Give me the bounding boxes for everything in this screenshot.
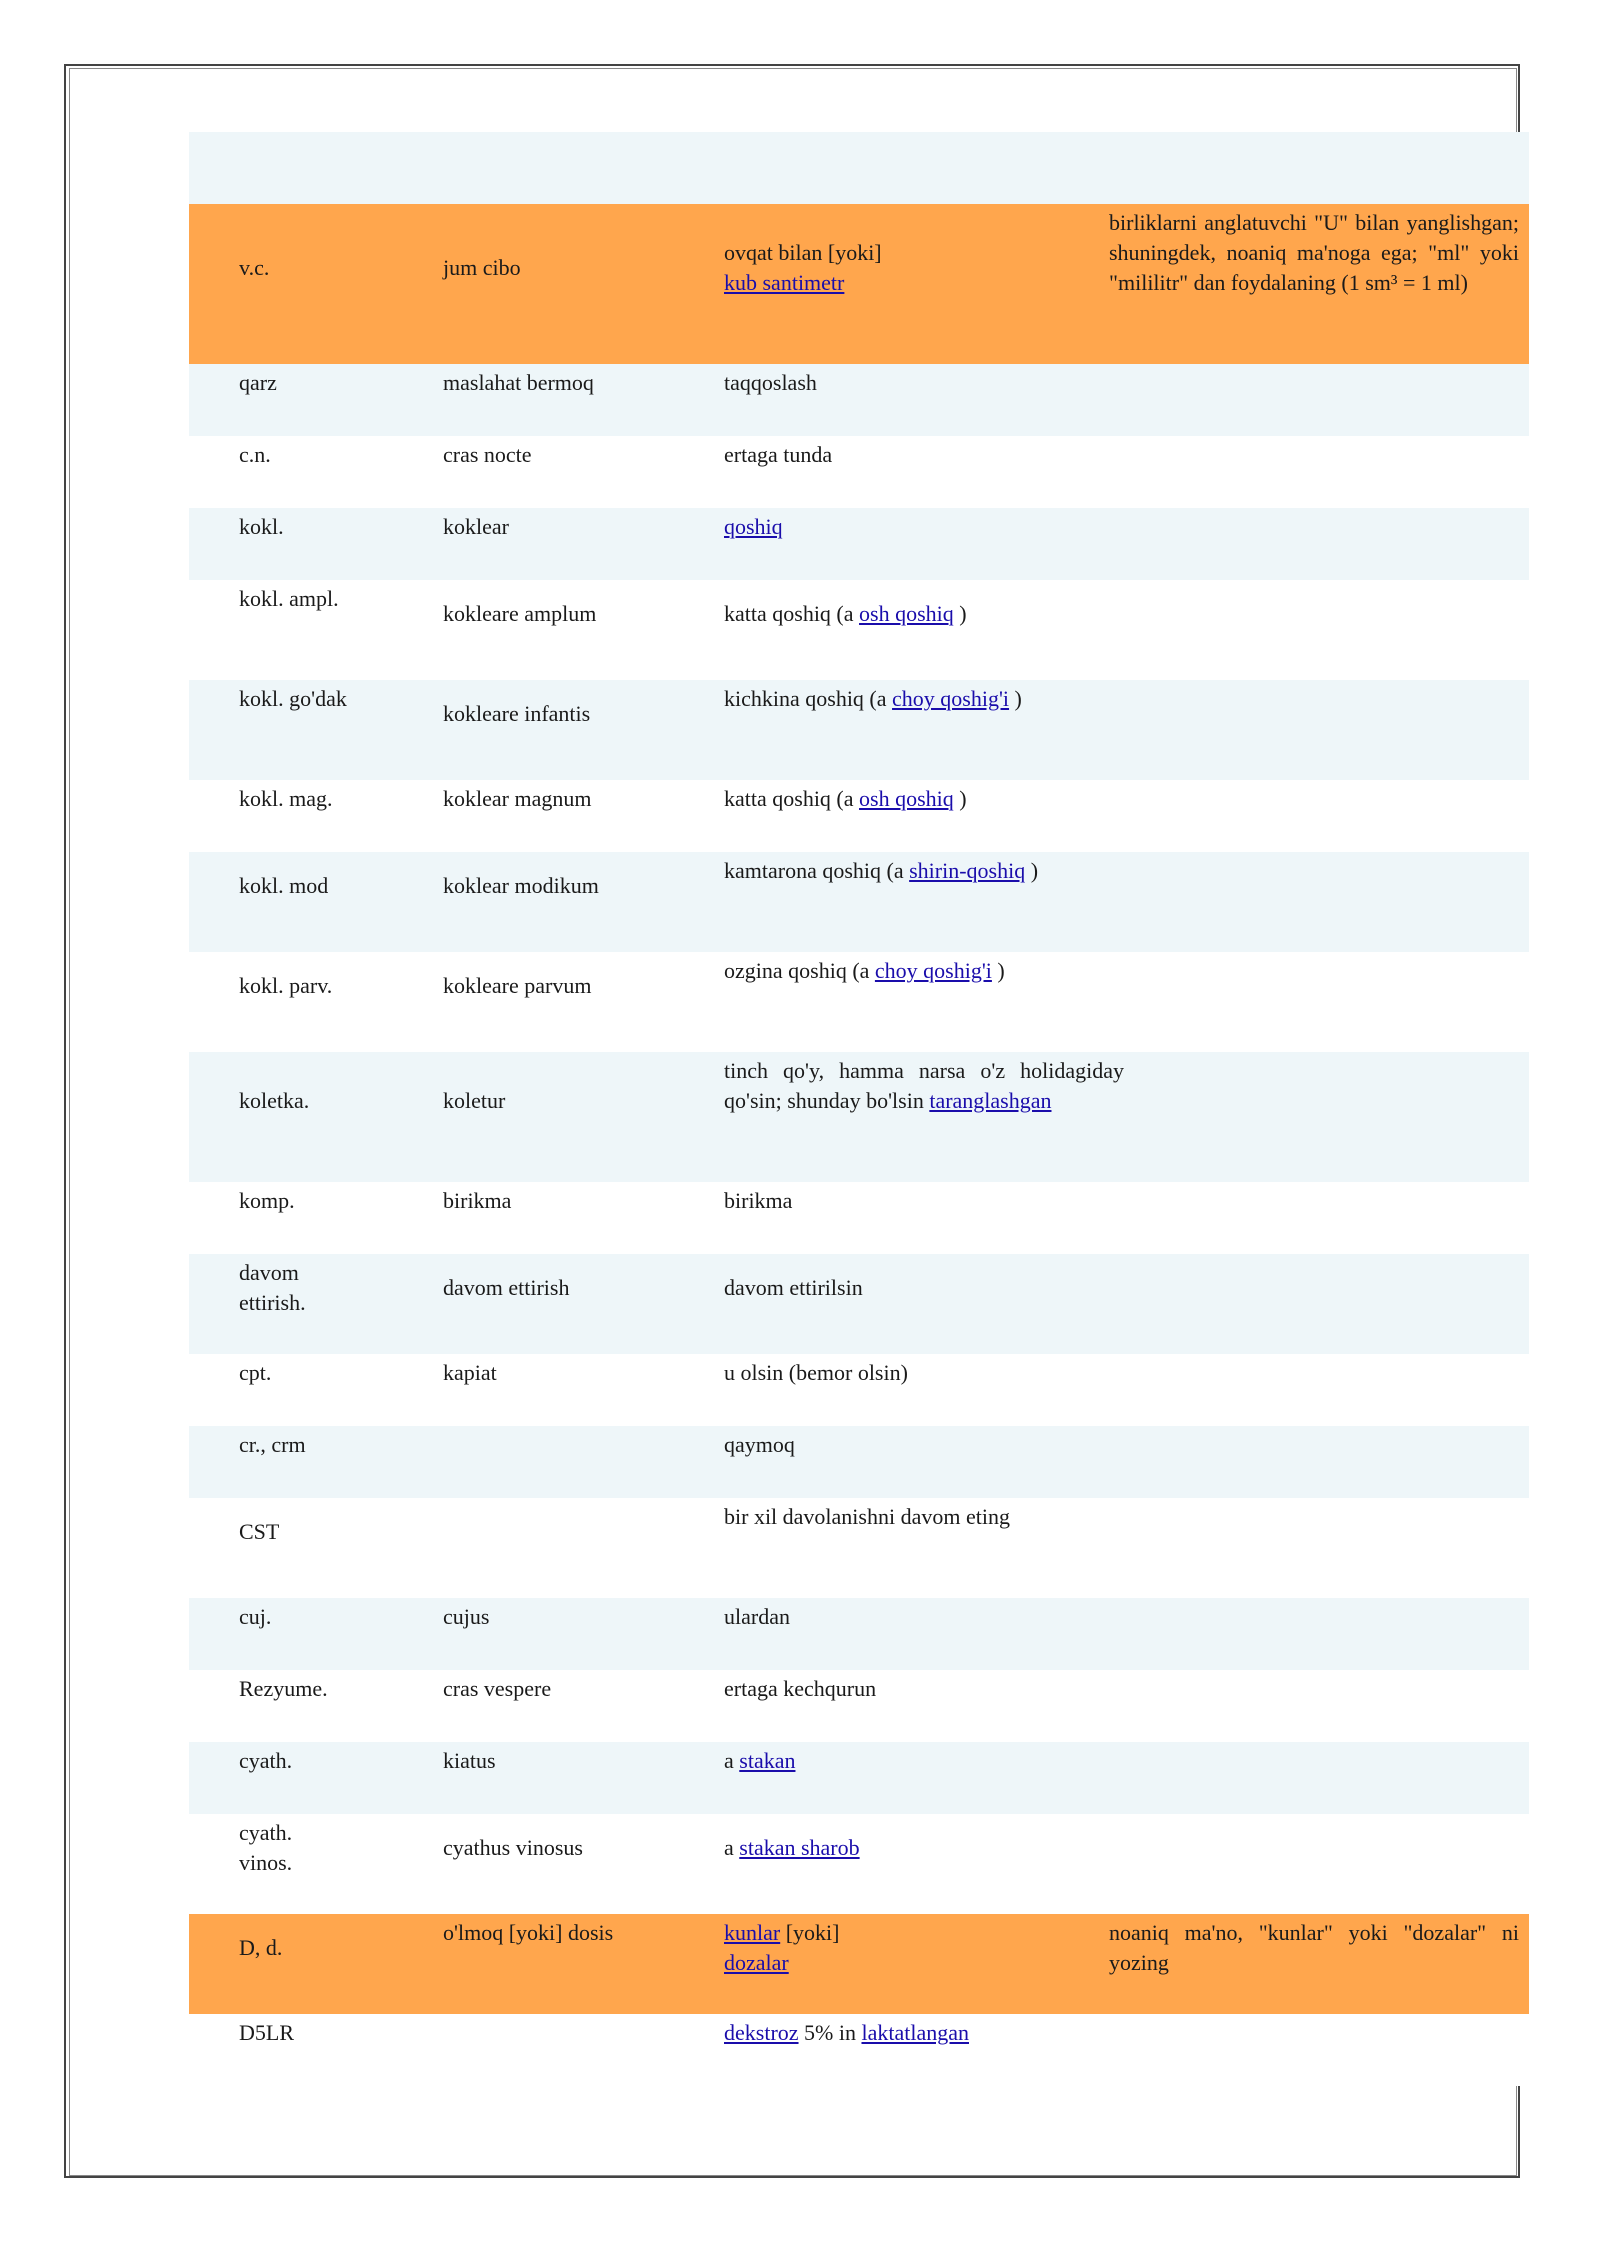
latin-cell: kokleare amplum	[443, 601, 597, 626]
table-row	[189, 1182, 1529, 1254]
meaning-link[interactable]: dekstroz	[724, 2020, 799, 2045]
table-row	[189, 1426, 1529, 1498]
abbreviation-cell: cr., crm	[239, 1432, 306, 1457]
meaning-link[interactable]: choy qoshig'i	[874, 958, 992, 983]
meaning-cell	[724, 956, 1124, 986]
latin-cell: jum cibo	[443, 255, 521, 280]
meaning-cell	[724, 2018, 1124, 2048]
abbreviation-cell: CST	[239, 1519, 280, 1544]
abbreviation-cell: D, d.	[239, 1935, 283, 1960]
meaning-cell: davom ettirilsin	[724, 1275, 863, 1300]
table-row	[189, 436, 1529, 508]
latin-cell: kiatus	[443, 1748, 496, 1773]
meaning-link[interactable]: osh qoshiq	[859, 786, 954, 811]
meaning-text: )	[997, 958, 1005, 983]
meaning-text: katta qoshiq (a	[724, 601, 854, 626]
meaning-cell: ertaga kechqurun	[724, 1676, 877, 1701]
meaning-text: katta qoshiq (a	[724, 786, 854, 811]
meaning-cell: birikma	[724, 1188, 793, 1213]
latin-cell: birikma	[443, 1188, 512, 1213]
table-row	[189, 1354, 1529, 1426]
meaning-link[interactable]: choy qoshig'i	[892, 686, 1010, 711]
meaning-link[interactable]: osh qoshiq	[859, 601, 954, 626]
note-cell: birliklarni anglatuvchi "U" bilan yanglishgan; shuningdek, noaniq ma'noga ega; "ml" yoki "mililitr" dan foydalaning (1 sm³ = 1 ml)	[1109, 210, 1519, 295]
meaning-link[interactable]: shirin-qoshiq	[909, 858, 1026, 883]
table-header-spacer	[189, 132, 1529, 204]
meaning-cell	[724, 1056, 1124, 1116]
meaning-cell	[724, 599, 1124, 629]
table-row	[189, 1814, 1529, 1914]
abbreviation-cell: v.c.	[239, 255, 270, 280]
abbreviation-cell: cpt.	[239, 1360, 272, 1385]
table-row	[189, 1254, 1529, 1354]
table-row	[189, 1914, 1529, 2014]
abbreviation-cell: komp.	[239, 1188, 295, 1213]
latin-cell: koklear	[443, 514, 509, 539]
table-row	[189, 204, 1529, 364]
latin-cell: cyathus vinosus	[443, 1835, 583, 1860]
meaning-text: tinch qo'y, hamma narsa o'z holidagiday qo'sin; shunday bo'lsin	[724, 1058, 1124, 1113]
latin-cell: cras nocte	[443, 442, 532, 467]
abbreviation-cell: qarz	[239, 370, 277, 395]
meaning-cell	[724, 684, 1124, 714]
meaning-cell: ertaga tunda	[724, 442, 833, 467]
meaning-link[interactable]: stakan	[739, 1748, 796, 1773]
table-row	[189, 1742, 1529, 1814]
abbreviation-cell: davom ettirish.	[239, 1260, 306, 1315]
table-row	[189, 680, 1529, 780]
table-row	[189, 1052, 1529, 1182]
abbreviation-cell: cyath.	[239, 1748, 293, 1773]
meaning-cell	[724, 856, 1124, 886]
table-row	[189, 852, 1529, 952]
latin-cell: kapiat	[443, 1360, 497, 1385]
latin-cell: o'lmoq [yoki] dosis	[443, 1920, 614, 1945]
abbreviation-cell: kokl. go'dak	[239, 686, 347, 711]
abbreviation-cell: koletka.	[239, 1088, 310, 1113]
meaning-cell: taqqoslash	[724, 370, 817, 395]
table-row	[189, 952, 1529, 1052]
abbreviation-table	[189, 132, 1529, 2086]
meaning-cell	[724, 1833, 1124, 1863]
meaning-text: ozgina qoshiq (a	[724, 958, 870, 983]
meaning-link[interactable]: qoshiq	[724, 514, 783, 539]
meaning-text: a	[724, 1835, 734, 1860]
table-row	[189, 1670, 1529, 1742]
note-cell: noaniq ma'no, "kunlar" yoki "dozalar" ni yozing	[1109, 1920, 1519, 1975]
latin-cell: kokleare parvum	[443, 973, 592, 998]
meaning-link[interactable]: dozalar	[724, 1950, 789, 1975]
meaning-cell	[724, 1918, 1124, 1978]
abbreviation-cell: D5LR	[239, 2020, 294, 2045]
meaning-text: )	[959, 786, 967, 811]
table-row	[189, 1498, 1529, 1598]
latin-cell: koklear magnum	[443, 786, 592, 811]
latin-cell: cujus	[443, 1604, 490, 1629]
latin-cell: davom ettirish	[443, 1275, 570, 1300]
meaning-text: [yoki]	[785, 1920, 840, 1945]
meaning-cell	[724, 784, 1124, 814]
abbreviation-cell: kokl. mod	[239, 873, 329, 898]
abbreviation-cell: Rezyume.	[239, 1676, 328, 1701]
abbreviation-cell: c.n.	[239, 442, 271, 467]
abbreviation-cell: cuj.	[239, 1604, 272, 1629]
meaning-text: kichkina qoshiq (a	[724, 686, 887, 711]
latin-cell: cras vespere	[443, 1676, 552, 1701]
meaning-text: )	[1014, 686, 1022, 711]
latin-cell: kokleare infantis	[443, 701, 591, 726]
abbreviation-cell: kokl. mag.	[239, 786, 333, 811]
abbreviation-cell: kokl. parv.	[239, 973, 333, 998]
meaning-cell	[724, 1746, 1124, 1776]
meaning-link[interactable]: laktatlangan	[861, 2020, 969, 2045]
meaning-link[interactable]: kub santimetr	[724, 270, 845, 295]
latin-cell: koletur	[443, 1088, 506, 1113]
abbreviation-cell: kokl.	[239, 514, 284, 539]
meaning-cell: qaymoq	[724, 1432, 795, 1457]
latin-cell: koklear modikum	[443, 873, 599, 898]
meaning-text: 5% in	[804, 2020, 856, 2045]
abbreviation-cell: cyath. vinos.	[239, 1820, 293, 1875]
table-row	[189, 580, 1529, 680]
meaning-cell	[724, 238, 1124, 298]
meaning-cell: u olsin (bemor olsin)	[724, 1360, 908, 1385]
meaning-text: )	[1030, 858, 1039, 883]
meaning-link[interactable]: taranglashgan	[929, 1088, 1052, 1113]
meaning-text: )	[959, 601, 967, 626]
meaning-text: ovqat bilan [yoki]	[724, 240, 882, 265]
table-row	[189, 780, 1529, 852]
table-row	[189, 508, 1529, 580]
meaning-cell: bir xil davolanishni davom eting	[724, 1504, 1010, 1529]
meaning-cell	[724, 512, 1124, 542]
table-row	[189, 2014, 1529, 2086]
meaning-link[interactable]: kunlar	[724, 1920, 781, 1945]
table-row	[189, 364, 1529, 436]
table-row	[189, 1598, 1529, 1670]
meaning-text: a	[724, 1748, 734, 1773]
abbreviation-cell: kokl. ampl.	[239, 586, 339, 611]
meaning-text: kamtarona qoshiq (a	[724, 858, 904, 883]
latin-cell: maslahat bermoq	[443, 370, 594, 395]
meaning-cell: ulardan	[724, 1604, 790, 1629]
meaning-link[interactable]: stakan sharob	[739, 1835, 860, 1860]
